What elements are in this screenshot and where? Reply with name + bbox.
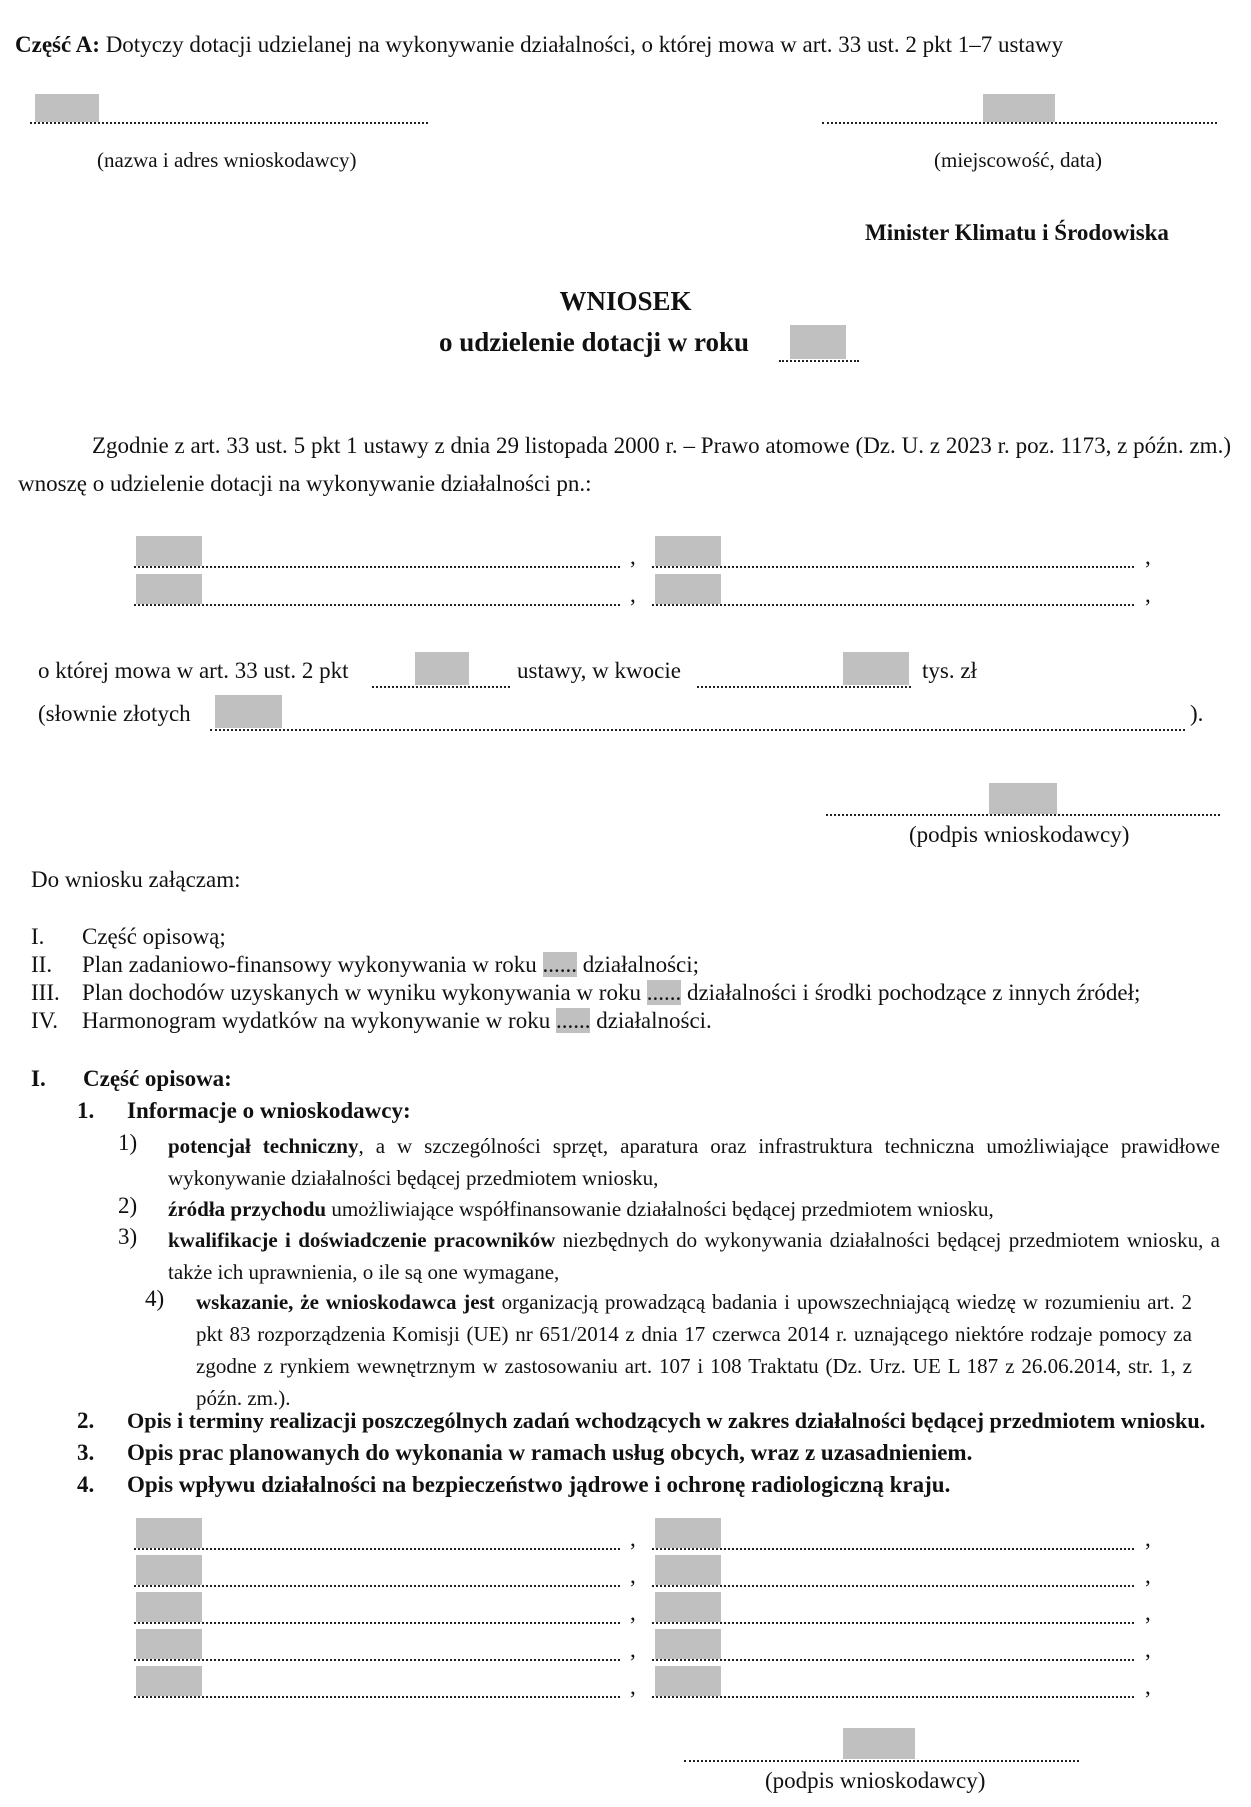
description-field-comma: , — [1145, 1600, 1151, 1625]
signature-2-caption: (podpis wnioskodawcy) — [765, 1768, 986, 1793]
description-field-right-placeholder[interactable] — [655, 1666, 721, 1696]
activity-name-field-right-line — [652, 604, 1134, 606]
info-item-number: 4) — [145, 1286, 165, 1311]
description-field-left-line — [134, 1548, 620, 1550]
description-field-left-placeholder[interactable] — [136, 1666, 202, 1696]
addressee: Minister Klimatu i Środowiska — [865, 220, 1169, 245]
signature-caption: (podpis wnioskodawcy) — [909, 822, 1130, 847]
info-item-text: organizacją prowadzącą badania i upowszechniającą wiedzę w rozumieniu art. 2 pkt 83 rozporządzenia Komisji (UE) nr 651/2014 z dnia 17 czerwca 2014 r. uznającego niektóre rodzaje pomocy za zgodne z rynkiem wewnętrznym w zastosowaniu art. 107 i 108 Traktatu (Dz. Urz. UE L 187 z 26.06.2014, str. 1, z późn. zm.). — [196, 1290, 1192, 1410]
section-number: I. — [31, 1066, 46, 1091]
attachment-text: Harmonogram wydatków na wykonywanie w roku — [82, 1008, 551, 1033]
intro-paragraph: Zgodnie z art. 33 ust. 5 pkt 1 ustawy z dnia 29 listopada 2000 r. – Prawo atomowe (Dz. U. z 2023 r. poz. 1173, z późn. zm.) wnoszę o udzielenie dotacji na wykonywanie działalności pn.: — [18, 433, 1231, 496]
attachment-number: II. — [31, 952, 53, 977]
words-field-line — [210, 729, 1185, 731]
words-prefix: (słownie złotych — [38, 701, 191, 726]
year-placeholder[interactable]: ...... — [542, 952, 578, 977]
amount-field-placeholder[interactable] — [843, 652, 909, 685]
applicant-field-line — [30, 122, 428, 124]
description-field-comma: , — [630, 1563, 636, 1588]
description-field-left-line — [134, 1659, 620, 1661]
year-placeholder[interactable]: ...... — [646, 980, 682, 1005]
attachment-text: Plan dochodów uzyskanych w wyniku wykonywania w roku — [82, 980, 641, 1005]
activity-name-field-comma: , — [630, 544, 636, 569]
description-field-right-placeholder[interactable] — [655, 1555, 721, 1585]
attachment-text-continued: działalności i środki pochodzące z innych źródeł; — [686, 980, 1141, 1005]
description-field-comma: , — [1145, 1637, 1151, 1662]
point-field-line — [372, 686, 510, 688]
info-item — [168, 1193, 1220, 1225]
description-field-right-line — [652, 1696, 1134, 1698]
description-field-right-placeholder[interactable] — [655, 1629, 721, 1659]
activity-name-field-left-line — [134, 566, 620, 568]
attachment-item — [82, 924, 226, 950]
subsection-3-title: Opis prac planowanych do wykonania w ramach usług obcych, wraz z uzasadnieniem. — [127, 1440, 973, 1465]
amount-middle: ustawy, w kwocie — [517, 658, 681, 683]
amount-suffix: tys. zł — [922, 658, 977, 683]
document-title: WNIOSEK — [559, 286, 692, 316]
attachment-text-continued: działalności; — [582, 952, 700, 977]
description-field-comma: , — [630, 1637, 636, 1662]
activity-name-field-comma: , — [1145, 582, 1151, 607]
description-field-right-line — [652, 1585, 1134, 1587]
subsection-4-title: Opis wpływu działalności na bezpieczeństwo jądrowe i ochronę radiologiczną kraju. — [127, 1472, 951, 1497]
subsection-3-number: 3. — [77, 1440, 95, 1465]
signature-field-placeholder[interactable] — [989, 783, 1057, 814]
section-title: Część opisowa: — [83, 1066, 232, 1091]
description-field-left-line — [134, 1622, 620, 1624]
activity-name-field-left-placeholder[interactable] — [136, 574, 202, 604]
description-field-left-placeholder[interactable] — [136, 1629, 202, 1659]
document-subtitle: o udzielenie dotacji w roku — [439, 327, 749, 357]
attachment-number: III. — [31, 980, 60, 1005]
signature-2-field-placeholder[interactable] — [843, 1728, 915, 1759]
description-field-right-line — [652, 1659, 1134, 1661]
activity-name-field-right-placeholder[interactable] — [655, 574, 721, 604]
description-field-right-line — [652, 1622, 1134, 1624]
place-date-field-line — [822, 122, 1217, 124]
attachment-item — [82, 952, 699, 978]
description-field-right-line — [652, 1548, 1134, 1550]
activity-name-field-comma: , — [630, 582, 636, 607]
description-field-left-line — [134, 1696, 620, 1698]
activity-name-field-left-placeholder[interactable] — [136, 536, 202, 566]
subsection-2-number: 2. — [77, 1408, 95, 1433]
info-item-number: 2) — [118, 1193, 138, 1218]
info-item — [196, 1286, 1192, 1414]
description-field-comma: , — [630, 1674, 636, 1699]
signature-field-line — [826, 814, 1220, 816]
attachment-number: IV. — [31, 1008, 59, 1033]
activity-name-field-left-line — [134, 604, 620, 606]
part-text: Dotyczy dotacji udzielanej na wykonywanie działalności, o której mowa w art. 33 ust. 2 pkt 1–7 ustawy — [105, 32, 1064, 57]
signature-2-field-line — [684, 1760, 1079, 1762]
description-field-comma: , — [1145, 1526, 1151, 1551]
info-item-text: umożliwiające współfinansowanie działalności będącej przedmiotem wniosku, — [326, 1197, 994, 1221]
description-field-right-placeholder[interactable] — [655, 1592, 721, 1622]
info-item-bold: potencjał techniczny — [168, 1134, 359, 1158]
description-field-comma: , — [1145, 1563, 1151, 1588]
activity-name-field-right-placeholder[interactable] — [655, 536, 721, 566]
description-field-left-placeholder[interactable] — [136, 1555, 202, 1585]
subsection-4-number: 4. — [77, 1472, 95, 1497]
attachment-item — [82, 980, 1140, 1006]
subsection-1-title: Informacje o wnioskodawcy: — [127, 1098, 411, 1123]
attachment-item — [82, 1008, 712, 1034]
info-item-bold: kwalifikacje i doświadczenie pracowników — [168, 1228, 556, 1252]
attachment-text: Część opisową; — [82, 924, 226, 949]
year-field-line — [779, 360, 859, 362]
words-suffix: ). — [1190, 701, 1204, 726]
info-item-text: , a w szczególności sprzęt, aparatura oraz infrastruktura techniczna umożliwiające prawidłowe wykonywanie działalności będącej przedmiotem wniosku, — [168, 1134, 1220, 1190]
description-field-left-placeholder[interactable] — [136, 1518, 202, 1548]
attachment-number: I. — [31, 924, 45, 949]
attachments-heading: Do wniosku załączam: — [31, 867, 241, 892]
description-field-left-placeholder[interactable] — [136, 1592, 202, 1622]
applicant-caption: (nazwa i adres wnioskodawcy) — [97, 148, 357, 172]
activity-name-field-comma: , — [1145, 544, 1151, 569]
description-field-comma: , — [630, 1526, 636, 1551]
applicant-field-placeholder[interactable] — [35, 94, 99, 122]
description-field-left-line — [134, 1585, 620, 1587]
words-field-placeholder[interactable] — [215, 695, 282, 728]
description-field-comma: , — [1145, 1674, 1151, 1699]
amount-prefix: o której mowa w art. 33 ust. 2 pkt — [38, 658, 349, 683]
year-field-placeholder[interactable] — [790, 325, 846, 359]
activity-name-field-right-line — [652, 566, 1134, 568]
place-date-field-placeholder[interactable] — [983, 94, 1055, 122]
subsection-1-number: 1. — [77, 1098, 95, 1123]
info-item-bold: wskazanie, że wnioskodawca jest — [196, 1290, 495, 1314]
info-item — [168, 1224, 1220, 1288]
info-item-number: 1) — [118, 1130, 138, 1155]
part-heading — [15, 32, 1063, 58]
amount-field-line — [697, 686, 911, 688]
description-field-comma: , — [630, 1600, 636, 1625]
year-placeholder[interactable]: ...... — [555, 1008, 591, 1033]
part-label: Część A: — [15, 32, 100, 57]
info-item-bold: źródła przychodu — [168, 1197, 327, 1221]
description-field-right-placeholder[interactable] — [655, 1518, 721, 1548]
place-date-caption: (miejscowość, data) — [934, 148, 1102, 172]
point-field-placeholder[interactable] — [415, 652, 469, 685]
attachment-text: Plan zadaniowo-finansowy wykonywania w roku — [82, 952, 537, 977]
attachment-text-continued: działalności. — [596, 1008, 712, 1033]
subsection-2-title: Opis i terminy realizacji poszczególnych zadań wchodzących w zakres działalności będącej przedmiotem wniosku. — [127, 1408, 1206, 1433]
info-item-text: niezbędnych do wykonywania działalności będącej przedmiotem wniosku, a także ich uprawnienia, o ile są one wymagane, — [168, 1228, 1220, 1284]
info-item — [168, 1130, 1220, 1194]
info-item-number: 3) — [118, 1224, 138, 1249]
